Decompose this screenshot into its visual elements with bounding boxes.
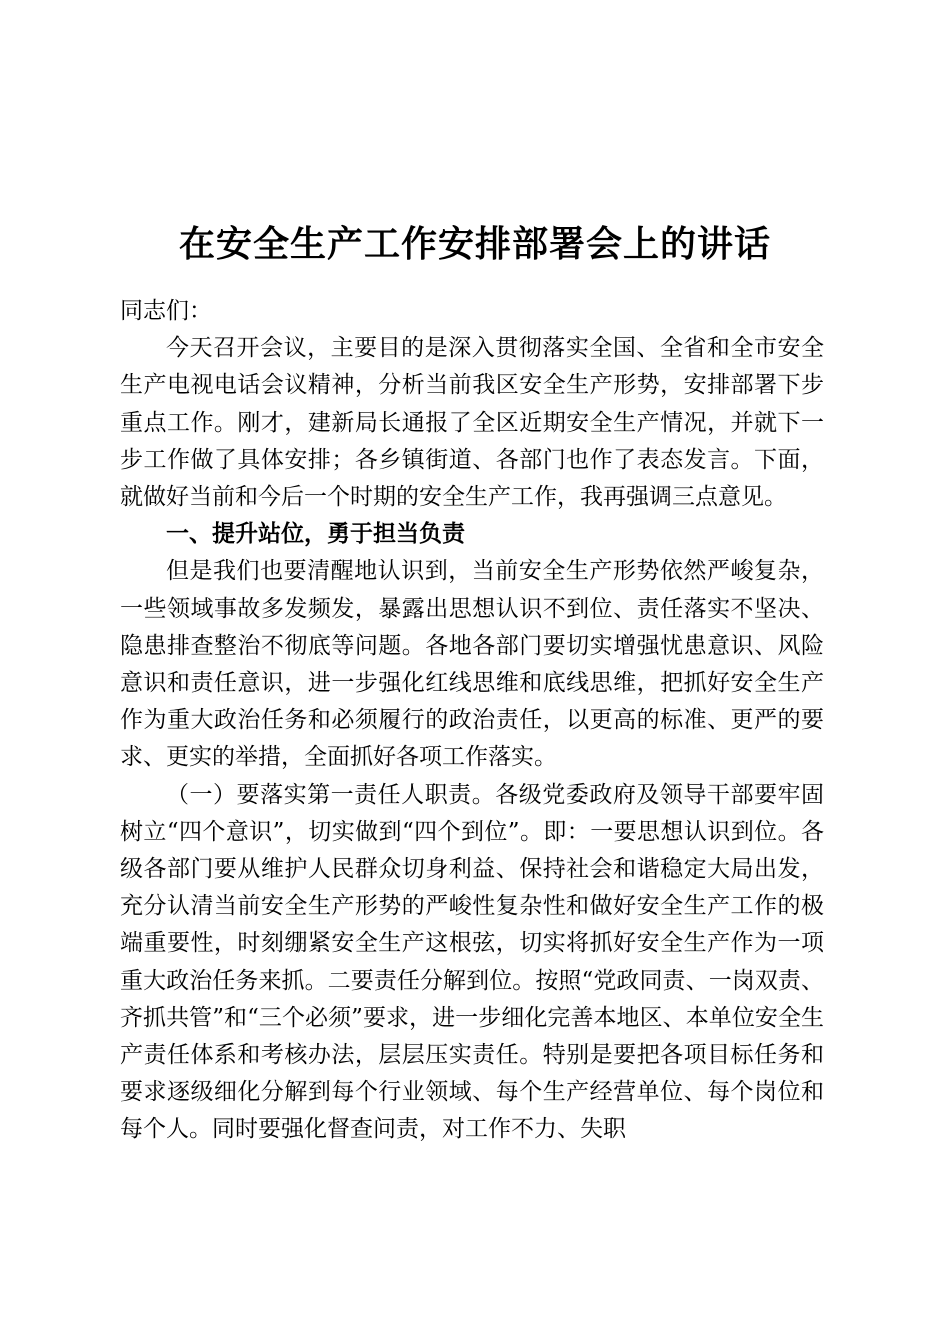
document-body bbox=[120, 293, 824, 1149]
section-heading-1: 一、提升站位，勇于担当负责 bbox=[166, 521, 465, 548]
paragraph-subsection-1: （一）要落实第一责任人职责。各级党委政府及领导干部要牢固树立“四个意识”，切实做到“四个到位”。即：一要思想认识到位。各级各部门要从维护人民群众切身利益、保持社会和谐稳定大局出发，充分认清当前安全生产形势的严峻性复杂性和做好安全生产工作的极端重要性，时刻绷紧安全生产这根弦，切实将抓好安全生产作为一项重大政治任务来抓。二要责任分解到位。按照“党政同责、一岗双责、齐抓共管”和“三个必须”要求，进一步细化完善本地区、本单位安全生产责任体系和考核办法，层层压实责任。特别是要把各项目标任务和要求逐级细化分解到每个行业领域、每个生产经营单位、每个岗位和每个人。同时要强化督查问责，对工作不力、失职 bbox=[120, 781, 824, 1143]
paragraph-section-1: 但是我们也要清醒地认识到，当前安全生产形势依然严峻复杂，一些领域事故多发频发，暴露出思想认识不到位、责任落实不坚决、隐患排查整治不彻底等问题。各地各部门要切实增强忧患意识、风险意识和责任意识，进一步强化红线思维和底线思维，把抓好安全生产作为重大政治任务和必须履行的政治责任，以更高的标准、更严的要求、更实的举措，全面抓好各项工作落实。 bbox=[120, 558, 824, 771]
salutation: 同志们： bbox=[120, 298, 212, 324]
paragraph-intro: 今天召开会议，主要目的是深入贯彻落实全国、全省和全市安全生产电视电话会议精神，分析当前我区安全生产形势，安排部署下步重点工作。刚才，建新局长通报了全区近期安全生产情况，并就下一步工作做了具体安排；各乡镇街道、各部门也作了表态发言。下面，就做好当前和今后一个时期的安全生产工作，我再强调三点意见。 bbox=[120, 335, 824, 511]
page-title: 在安全生产工作安排部署会上的讲话 bbox=[178, 223, 771, 266]
